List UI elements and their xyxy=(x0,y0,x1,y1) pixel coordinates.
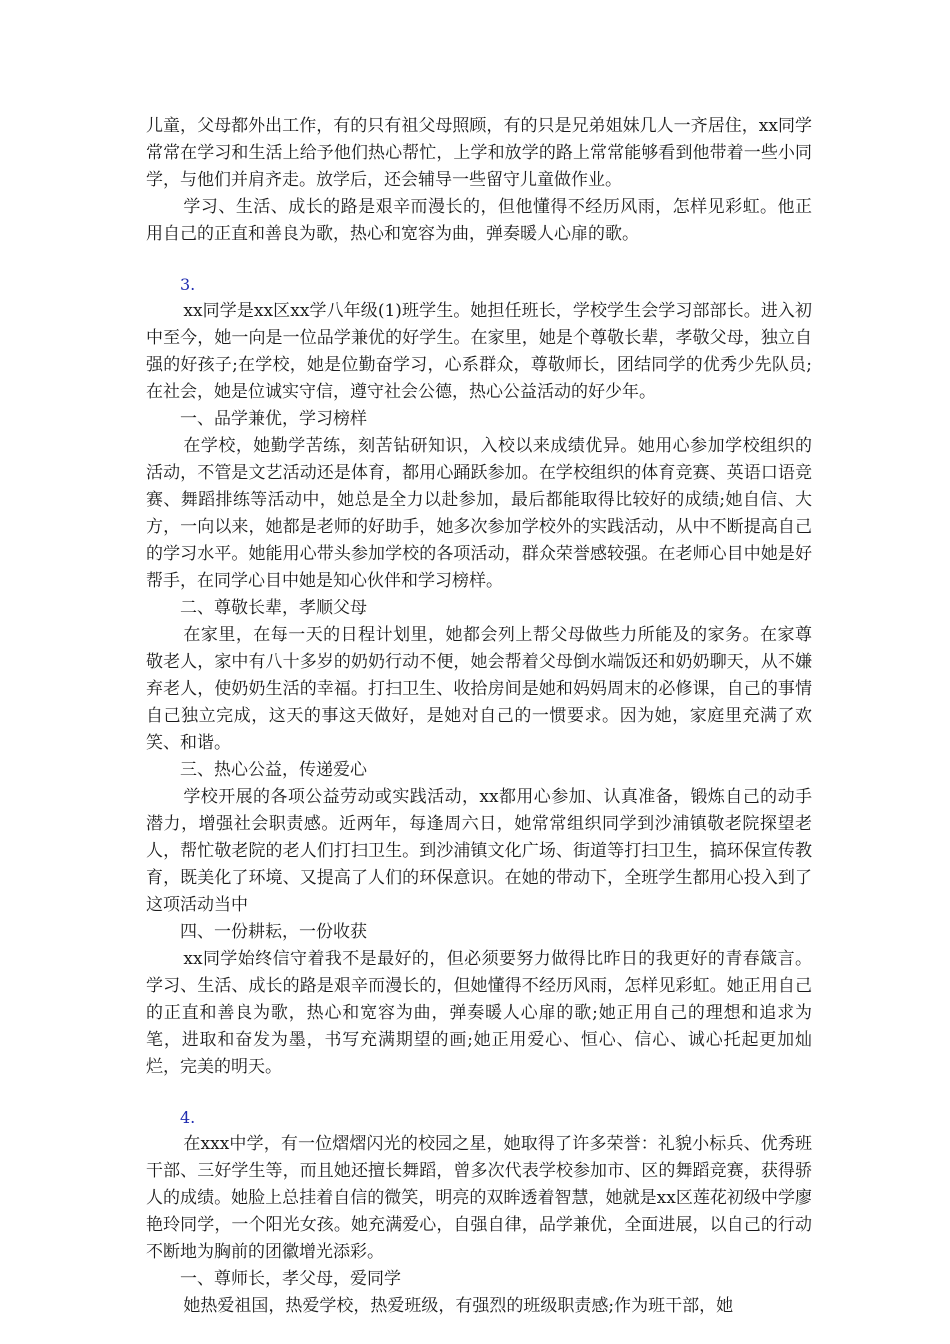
paragraph: xx同学是xx区xx学八年级(1)班学生。她担任班长，学校学生会学习部部长。进入初中至今，她一向是一位品学兼优的好学生。在家里，她是个尊敬长辈，孝敬父母，独立自强的好孩子;在学校，她是位勤奋学习，心系群众，尊敬师长，团结同学的优秀少先队员;在社会，她是位诚实守信，遵守社会公德，热心公益活动的好少年。 xyxy=(146,301,812,402)
section-number: 4. xyxy=(180,1108,196,1127)
paragraph: 她热爱祖国，热爱学校，热爱班级，有强烈的班级职责感;作为班干部，她 xyxy=(183,1296,734,1316)
section-heading: 四、一份耕耘，一份收获 xyxy=(180,922,367,942)
paragraph: 学习、生活、成长的路是艰辛而漫长的，但他懂得不经历风雨，怎样见彩虹。他正用自己的正直和善良为歌，热心和宽容为曲，弹奏暖人心扉的歌。 xyxy=(146,197,812,244)
paragraph: 学校开展的各项公益劳动或实践活动，xx都用心参加、认真准备，锻炼自己的动手潜力，增强社会职责感。近两年，每逢周六日，她常常组织同学到沙浦镇敬老院探望老人，帮忙敬老院的老人们打扫卫生。到沙浦镇文化广场、街道等打扫卫生，搞环保宣传教育，既美化了环境、又提高了人们的环保意识。在她的带动下，全班学生都用心投入到了这项活动当中 xyxy=(146,787,812,915)
section-number: 3. xyxy=(180,275,196,294)
section-heading: 一、尊师长，孝父母，爱同学 xyxy=(180,1269,401,1289)
section-heading: 三、热心公益，传递爱心 xyxy=(180,760,367,780)
paragraph: 儿童，父母都外出工作，有的只有祖父母照顾，有的只是兄弟姐妹几人一齐居住，xx同学常常在学习和生活上给予他们热心帮忙，上学和放学的路上常常能够看到他带着一些小同学，与他们并肩齐走。放学后，还会辅导一些留守儿童做作业。 xyxy=(146,116,812,190)
paragraph: xx同学始终信守着我不是最好的，但必须要努力做得比昨日的我更好的青春箴言。学习、生活、成长的路是艰辛而漫长的，但她懂得不经历风雨，怎样见彩虹。她正用自己的正直和善良为歌，热心和宽容为曲，弹奏暖人心扉的歌;她正用自己的理想和追求为笔，进取和奋发为墨，书写充满期望的画;她正用爱心、恒心、信心、诚心托起更加灿烂，完美的明天。 xyxy=(146,949,812,1077)
paragraph: 在xxx中学，有一位熠熠闪光的校园之星，她取得了许多荣誉：礼貌小标兵、优秀班干部、三好学生等，而且她还擅长舞蹈，曾多次代表学校参加市、区的舞蹈竞赛，获得骄人的成绩。她脸上总挂着自信的微笑，明亮的双眸透着智慧，她就是xx区莲花初级中学廖艳玲同学，一个阳光女孩。她充满爱心，自强自律，品学兼优，全面进展，以自己的行动不断地为胸前的团徽增光添彩。 xyxy=(146,1134,812,1262)
document-body xyxy=(146,113,812,1320)
paragraph: 在学校，她勤学苦练，刻苦钻研知识，入校以来成绩优异。她用心参加学校组织的活动，不管是文艺活动还是体育，都用心踊跃参加。在学校组织的体育竞赛、英语口语竞赛、舞蹈排练等活动中，她总是全力以赴参加，最后都能取得比较好的成绩;她自信、大方，一向以来，她都是老师的好助手，她多次参加学校外的实践活动，从中不断提高自己的学习水平。她能用心带头参加学校的各项活动，群众荣誉感较强。在老师心目中她是好帮手，在同学心目中她是知心伙伴和学习榜样。 xyxy=(146,436,812,591)
section-heading: 一、品学兼优，学习榜样 xyxy=(180,409,367,429)
paragraph: 在家里，在每一天的日程计划里，她都会列上帮父母做些力所能及的家务。在家尊敬老人，家中有八十多岁的奶奶行动不便，她会帮着父母倒水端饭还和奶奶聊天，从不嫌弃老人，使奶奶生活的幸福。打扫卫生、收拾房间是她和妈妈周末的必修课，自己的事情自己独立完成，这天的事这天做好，是她对自己的一惯要求。因为她，家庭里充满了欢笑、和谐。 xyxy=(146,625,812,753)
section-heading: 二、尊敬长辈，孝顺父母 xyxy=(180,598,367,618)
